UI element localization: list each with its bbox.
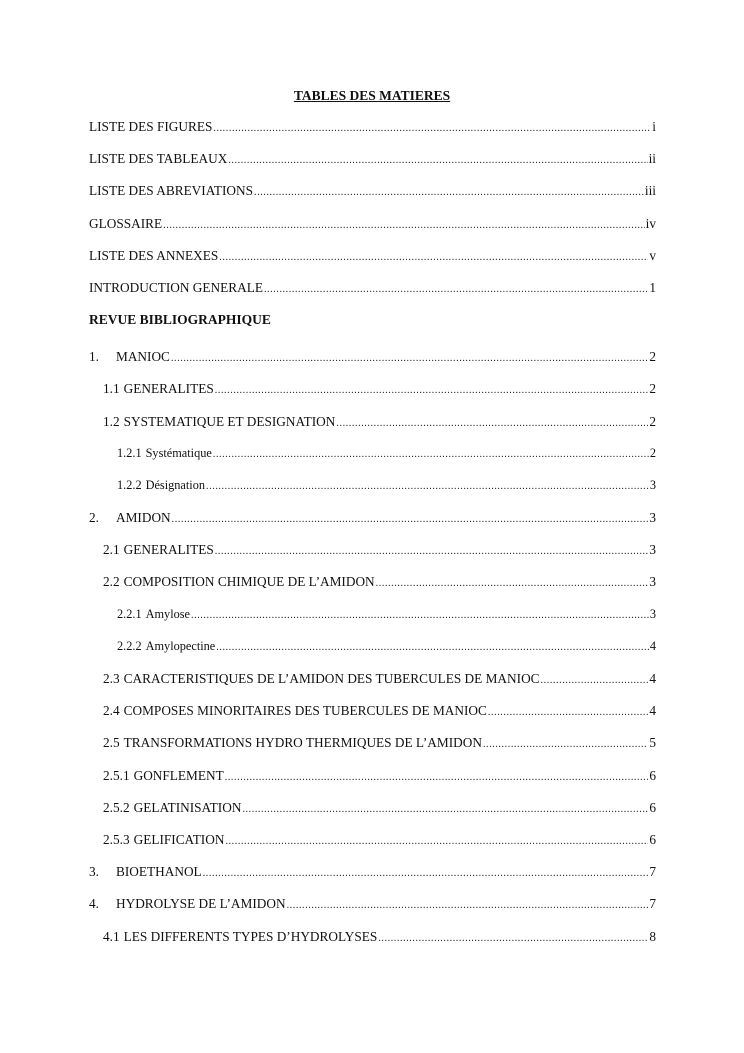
toc-entry-page: iv <box>645 215 656 231</box>
toc-entry-number: 2.5.3 <box>103 831 130 847</box>
toc-entry-number: 1.2.1 <box>117 445 142 460</box>
toc-entry-page: 7 <box>649 864 656 880</box>
toc-title: TABLES DES MATIERES <box>293 88 451 103</box>
toc-entry[interactable] <box>89 864 656 896</box>
toc-entry-page: 4 <box>649 638 656 653</box>
toc-entry-page: 3 <box>649 574 656 590</box>
table-of-contents <box>89 119 656 961</box>
dot-leader <box>219 252 648 263</box>
toc-entry-page: i <box>652 119 656 134</box>
toc-entry-page: 5 <box>649 735 656 751</box>
toc-entry-label: CARACTERISTIQUES DE L’AMIDON DES TUBERCULES DE MANIOC <box>123 671 540 686</box>
toc-entry-label: TRANSFORMATIONS HYDRO THERMIQUES DE L’AMIDON <box>123 735 482 751</box>
toc-entry[interactable] <box>89 735 656 767</box>
toc-entry-label: GENERALITES <box>123 381 214 397</box>
toc-entry-number: 2. <box>89 510 99 526</box>
toc-entry[interactable] <box>89 248 656 280</box>
toc-entry-label: LISTE DES ANNEXES <box>89 247 219 263</box>
dot-leader <box>483 739 648 750</box>
toc-entry[interactable] <box>89 183 656 215</box>
toc-entry-page: 3 <box>649 510 656 526</box>
toc-entry[interactable] <box>89 639 656 671</box>
dot-leader <box>376 578 649 589</box>
toc-entry-label: Désignation <box>145 477 206 492</box>
toc-entry-label: GELIFICATION <box>133 831 225 847</box>
dot-leader <box>225 836 648 847</box>
toc-entry[interactable] <box>89 478 656 510</box>
toc-entry-label: HYDROLYSE DE L’AMIDON <box>116 896 286 912</box>
toc-entry[interactable] <box>89 446 656 478</box>
toc-entry[interactable] <box>89 607 656 639</box>
toc-entry-page: ii <box>648 151 656 167</box>
dot-leader <box>378 933 648 944</box>
dot-leader <box>541 675 649 686</box>
toc-entry-number: 2.2.1 <box>117 606 142 621</box>
toc-entry-page: 1 <box>649 279 656 295</box>
toc-entry-label: SYSTEMATIQUE ET DESIGNATION <box>123 413 336 429</box>
toc-entry[interactable] <box>89 574 656 606</box>
dot-leader <box>287 900 649 911</box>
dot-leader <box>336 418 648 429</box>
toc-entry-label: GLOSSAIRE <box>89 215 163 231</box>
toc-entry-number: 2.2.2 <box>117 638 142 653</box>
dot-leader <box>216 642 649 653</box>
toc-entry-label: REVUE BIBLIOGRAPHIQUE <box>89 312 271 328</box>
dot-leader <box>213 123 651 134</box>
dot-leader <box>264 284 648 295</box>
toc-entry-page: 4 <box>649 671 656 686</box>
toc-entry-page: 8 <box>649 928 656 944</box>
toc-section-heading[interactable] <box>89 312 656 349</box>
toc-entry-number: 2.3 <box>103 671 120 686</box>
toc-entry[interactable] <box>89 703 656 735</box>
toc-entry[interactable] <box>89 349 656 381</box>
toc-entry-page: 6 <box>649 767 656 783</box>
dot-leader <box>172 514 649 525</box>
toc-entry-label: Amylose <box>145 606 190 621</box>
toc-entry[interactable] <box>89 768 656 800</box>
toc-entry-number: 4.1 <box>103 928 120 944</box>
toc-entry-label: MANIOC <box>116 349 170 365</box>
toc-entry[interactable] <box>89 832 656 864</box>
toc-entry-number: 2.5.2 <box>103 799 130 815</box>
toc-entry-number: 1.1 <box>103 381 120 397</box>
toc-entry-number: 1.2.2 <box>117 477 142 492</box>
dot-leader <box>163 220 645 231</box>
toc-entry-label: GENERALITES <box>123 542 214 558</box>
toc-entry[interactable] <box>89 929 656 961</box>
toc-entry-number: 4. <box>89 896 99 912</box>
toc-entry-label: Amylopectine <box>145 638 216 653</box>
toc-entry-label: AMIDON <box>116 510 171 526</box>
toc-entry[interactable] <box>89 381 656 413</box>
toc-entry[interactable] <box>89 896 656 928</box>
dot-leader <box>225 772 649 783</box>
toc-entry-page: iii <box>644 183 656 199</box>
dot-leader <box>171 353 648 364</box>
toc-entry-page: 2 <box>649 445 656 460</box>
toc-entry[interactable] <box>89 800 656 832</box>
toc-entry-page: 6 <box>649 831 656 847</box>
toc-entry-label: COMPOSES MINORITAIRES DES TUBERCULES DE MANIOC <box>123 703 487 719</box>
toc-entry-page: 7 <box>649 896 656 912</box>
toc-entry-page: v <box>649 247 656 263</box>
toc-entry[interactable] <box>89 510 656 542</box>
dot-leader <box>242 804 648 815</box>
toc-entry-number: 2.5.1 <box>103 767 130 783</box>
toc-entry-label: GONFLEMENT <box>133 767 224 783</box>
toc-entry-label: LISTE DES ABREVIATIONS <box>89 183 253 199</box>
dot-leader <box>206 481 649 492</box>
dot-leader <box>488 707 648 718</box>
toc-entry[interactable] <box>89 280 656 312</box>
toc-entry-number: 2.5 <box>103 735 120 751</box>
toc-entry-page: 2 <box>649 413 656 429</box>
toc-entry-label: LISTE DES FIGURES <box>89 119 213 134</box>
toc-entry-number: 2.1 <box>103 542 120 558</box>
toc-entry-label: LISTE DES TABLEAUX <box>89 151 228 167</box>
toc-entry-label: INTRODUCTION GENERALE <box>89 279 263 295</box>
dot-leader <box>215 546 649 557</box>
toc-entry-number: 2.4 <box>103 703 120 719</box>
dot-leader <box>191 610 649 621</box>
toc-entry-label: COMPOSITION CHIMIQUE DE L’AMIDON <box>123 574 375 590</box>
toc-entry-number: 3. <box>89 864 99 880</box>
toc-entry-page: 6 <box>649 799 656 815</box>
toc-entry-page: 3 <box>649 606 656 621</box>
toc-entry[interactable] <box>89 414 656 446</box>
toc-entry-label: GELATINISATION <box>133 799 242 815</box>
toc-entry-page: 3 <box>649 542 656 558</box>
toc-entry[interactable] <box>89 151 656 183</box>
toc-entry[interactable] <box>89 671 656 703</box>
dot-leader <box>228 155 647 166</box>
toc-entry-label: BIOETHANOL <box>116 864 202 880</box>
toc-entry-page: 3 <box>649 477 656 492</box>
dot-leader <box>203 868 649 879</box>
toc-entry[interactable] <box>89 119 656 151</box>
dot-leader <box>215 385 649 396</box>
toc-entry[interactable] <box>89 542 656 574</box>
toc-entry[interactable] <box>89 216 656 248</box>
toc-entry-number: 1.2 <box>103 413 120 429</box>
toc-entry-number: 1. <box>89 349 99 365</box>
toc-entry-number: 2.2 <box>103 574 120 590</box>
toc-entry-label: Systématique <box>145 445 212 460</box>
toc-entry-page: 4 <box>649 703 656 719</box>
dot-leader <box>213 449 649 460</box>
toc-entry-page: 2 <box>649 349 656 365</box>
toc-entry-label: LES DIFFERENTS TYPES D’HYDROLYSES <box>123 928 378 944</box>
toc-entry-page: 2 <box>649 381 656 397</box>
dot-leader <box>254 187 644 198</box>
